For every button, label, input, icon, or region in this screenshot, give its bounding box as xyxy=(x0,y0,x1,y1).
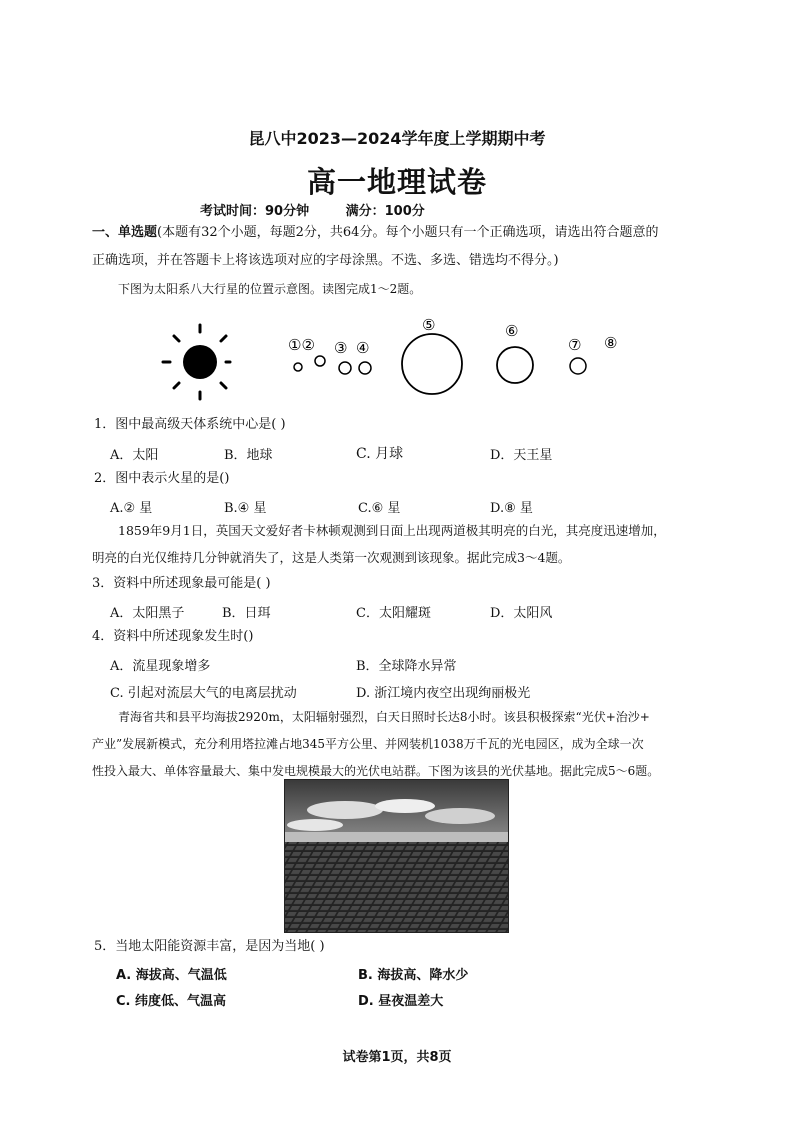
page-footer: 试卷第1页，共8页 xyxy=(342,1050,452,1065)
question-2-stem: 2．图中表示火星的是() xyxy=(94,471,230,486)
planet-5 xyxy=(402,334,462,394)
intro-text-2-line1: 1859年9月1日，英国天文爱好者卡林顿观测到日面上出现两道极其明亮的白光，其亮度迅速增加， xyxy=(118,523,666,538)
solar-system-diagram xyxy=(160,312,640,412)
label-4: ④ xyxy=(356,339,370,357)
instructions-text: (本题有32个小题，每题2分，共64分。每个小题只有一个正确选项，请选出符合题意的 xyxy=(157,225,659,240)
school-exam-line: 昆八中2023—2024学年度上学期期中考 xyxy=(248,129,546,148)
label-6: ⑥ xyxy=(505,322,519,340)
section-instructions-line1 xyxy=(92,224,658,242)
q3-option-d[interactable]: D．太阳风 xyxy=(490,606,553,621)
planet-1 xyxy=(294,363,302,371)
q2-option-c[interactable]: C.⑥ 星 xyxy=(358,501,401,516)
q1-option-a[interactable]: A．太阳 xyxy=(110,448,159,463)
page-title: 高一地理试卷 xyxy=(306,165,487,199)
exam-meta xyxy=(200,200,457,219)
q3-option-a[interactable]: A．太阳黑子 xyxy=(110,606,185,621)
intro-text-3-line3: 性投入最大、单体容量最大、集中发电规模最大的光伏电站群。下图为该县的光伏基地。据此完成5～6题。 xyxy=(92,764,660,778)
section-heading: 一、单选题 xyxy=(92,225,158,240)
planet-4 xyxy=(359,362,371,374)
intro-text-1: 下图为太阳系八大行星的位置示意图。读图完成1～2题。 xyxy=(118,282,422,296)
question-5-stem: 5．当地太阳能资源丰富，是因为当地( ) xyxy=(94,939,325,954)
question-4-stem: 4．资料中所述现象发生时() xyxy=(92,629,254,644)
q1-option-c[interactable]: C. 月球 xyxy=(356,446,404,462)
q3-option-c[interactable]: C．太阳耀斑 xyxy=(356,606,431,621)
q5-option-b[interactable]: B. 海拔高、降水少 xyxy=(358,968,469,983)
intro-text-3-line1: 青海省共和县平均海拔2920m，太阳辐射强烈，白天日照时长达8小时。该县积极探索“光伏+治沙+ xyxy=(118,710,650,724)
q2-option-a[interactable]: A.② 星 xyxy=(110,501,153,516)
q5-option-d[interactable]: D. 昼夜温差大 xyxy=(358,994,444,1009)
exam-time: 考试时间：90分钟 xyxy=(200,204,310,219)
q4-option-a[interactable]: A．流星现象增多 xyxy=(110,659,211,674)
q5-option-c[interactable]: C. 纬度低、气温高 xyxy=(116,994,227,1009)
label-3: ③ xyxy=(334,339,348,357)
q2-option-b[interactable]: B.④ 星 xyxy=(224,501,267,516)
label-7: ⑦ xyxy=(568,336,582,354)
label-1-2: ①② xyxy=(288,336,315,354)
q4-option-d[interactable]: D. 浙江境内夜空出现绚丽极光 xyxy=(356,686,531,701)
q1-option-b[interactable]: B．地球 xyxy=(224,448,273,463)
solar-system-figure xyxy=(160,312,640,412)
solar-farm-image xyxy=(285,780,508,932)
intro-text-3-line2: 产业”发展新模式，充分利用塔拉滩占地345平方公里、并网装机1038万千瓦的光电园区，成为全球一次 xyxy=(92,737,644,751)
planet-2 xyxy=(315,356,325,366)
solar-farm-photo xyxy=(284,779,509,933)
label-8: ⑧ xyxy=(604,334,618,352)
q4-option-c[interactable]: C. 引起对流层大气的电离层扰动 xyxy=(110,686,297,701)
planet-3 xyxy=(339,362,351,374)
section-instructions-line2: 正确选项，并在答题卡上将该选项对应的字母涂黑。不选、多选、错选均不得分。) xyxy=(92,253,559,268)
question-3-stem: 3．资料中所述现象最可能是( ) xyxy=(92,576,271,591)
planet-7 xyxy=(570,358,586,374)
q4-option-b[interactable]: B．全球降水异常 xyxy=(356,659,457,674)
label-5: ⑤ xyxy=(422,316,436,334)
intro-text-2-line2: 明亮的白光仅维持几分钟就消失了，这是人类第一次观测到该现象。据此完成3～4题。 xyxy=(92,550,571,565)
q1-option-d[interactable]: D．天王星 xyxy=(490,448,553,463)
q3-option-b[interactable]: B．日珥 xyxy=(222,606,271,621)
q2-option-d[interactable]: D.⑧ 星 xyxy=(490,501,533,516)
full-score: 满分：100分 xyxy=(345,204,425,219)
planet-6 xyxy=(497,347,533,383)
q5-option-a[interactable]: A. 海拔高、气温低 xyxy=(116,968,227,983)
sun-icon xyxy=(163,325,230,399)
question-1-stem: 1．图中最高级天体系统中心是( ) xyxy=(94,417,286,432)
